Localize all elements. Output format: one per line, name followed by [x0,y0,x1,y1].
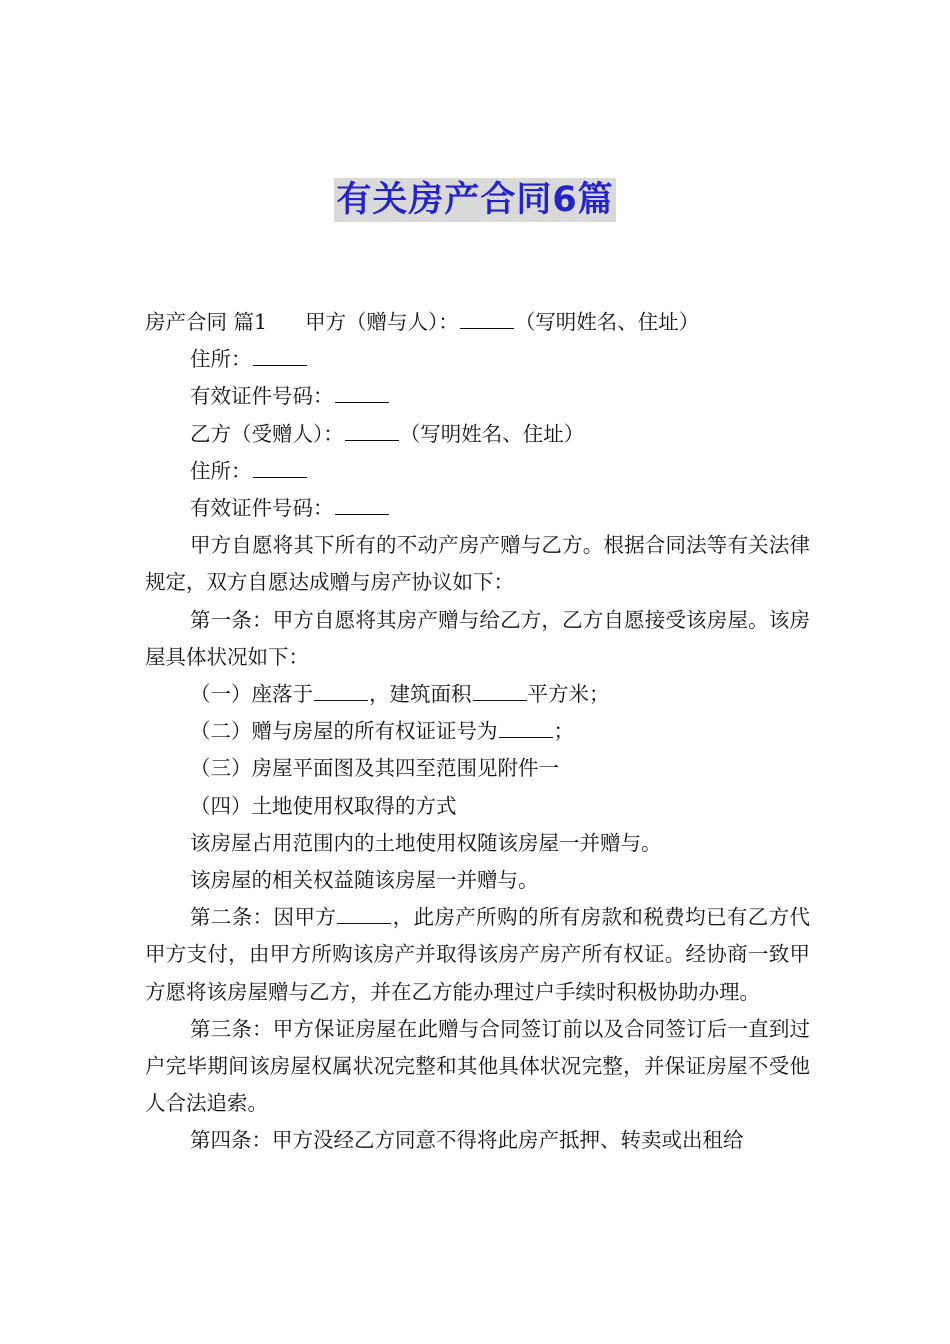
item-2-part-b: ； [553,719,574,744]
related-rights-line: 该房屋的相关权益随该房屋一并赠与。 [190,868,539,893]
blank-field [460,310,514,329]
blank-field [337,905,391,924]
item-2-line [145,713,810,750]
id-b-line [145,490,810,527]
party-a-label: 甲方（赠与人）： [305,310,459,334]
address-b-label: 住所： [190,458,252,483]
blank-field [345,422,399,441]
section-label: 房产合同 篇1 [145,310,268,334]
paragraph-article-2 [145,899,810,1011]
paragraph-preamble: 甲方自愿将其下所有的不动产房产赠与乙方。根据合同法等有关法律规定，双方自愿达成赠与房产协议如下： [145,533,810,595]
paragraph-article-1: 第一条：甲方自愿将其房产赠与给乙方，乙方自愿接受该房屋。该房屋具体状况如下： [145,607,810,669]
item-2-part-a: （二）赠与房屋的所有权证证号为 [190,719,498,744]
blank-field [335,384,389,403]
article-2-part-b: ，此房产所购的所有房款和税费均已有乙方代甲方支付，由甲方所购该房产并取得该房产房产所有权证。经协商一致甲方愿将该房屋赠与乙方，并在乙方能办理过户手续时积极协助办理。 [145,905,811,1004]
item-1-part-b: ，建筑面积 [369,682,472,707]
item-1-line [145,676,810,713]
party-b-line [145,416,810,453]
address-b-line [145,453,810,490]
item-3-line: （三）房屋平面图及其四至范围见附件一 [190,756,559,781]
id-a-line [145,378,810,415]
land-rights-line: 该房屋占用范围内的土地使用权随该房屋一并赠与。 [190,830,662,855]
article-2-part-a: 第二条：因甲方 [190,905,337,930]
id-a-label: 有效证件号码： [190,384,334,409]
document-body [145,304,810,1160]
paragraph-article-3: 第三条：甲方保证房屋在此赠与合同签订前以及合同签订后一直到过户完毕期间该房屋权属状况完整和其他具体状况完整，并保证房屋不受他人合法追索。 [145,1016,810,1116]
paragraph-article-4: 第四条：甲方没经乙方同意不得将此房产抵押、转卖或出租给 [190,1128,744,1153]
blank-field [473,682,527,701]
blank-field [253,459,307,478]
item-4-line: （四）土地使用权取得的方式 [190,793,457,818]
id-b-label: 有效证件号码： [190,496,334,521]
party-b-label: 乙方（受赠人）： [190,421,344,446]
blank-field [314,682,368,701]
title-block [0,178,950,222]
blank-field [499,719,553,738]
item-1-part-a: （一）座落于 [190,682,313,707]
document-title: 有关房产合同6篇 [336,180,614,220]
blank-field [335,496,389,515]
address-a-line [145,341,810,378]
party-b-note: （写明姓名、住址） [399,421,585,446]
intro-line [145,304,810,341]
blank-field [253,347,307,366]
item-1-part-c: 平方米； [527,682,610,707]
party-a-note: （写明姓名、住址） [514,310,700,334]
address-a-label: 住所： [190,347,252,372]
